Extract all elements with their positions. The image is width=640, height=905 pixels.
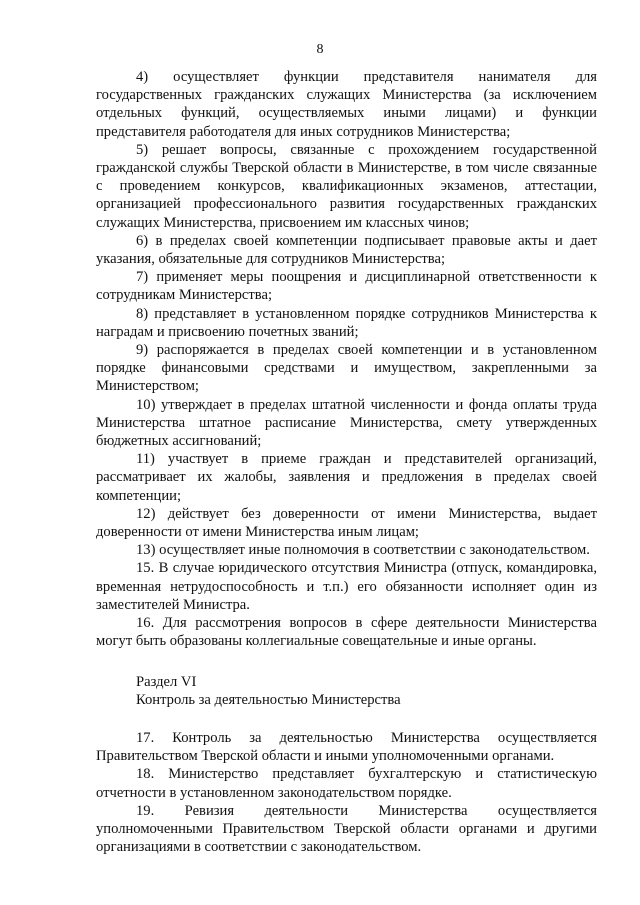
paragraph-item-4: 4) осуществляет функции представителя нанимателя для государственных гражданских служащих Министерства (за исключением отдельных функций, осуществляемых иными лицами) и функции представителя работодателя для иных сотрудников Министерства; — [96, 69, 597, 140]
document-body — [96, 68, 597, 856]
paragraph-18: 18. Министерство представляет бухгалтерскую и статистическую отчетности в установленном законодательством порядке. — [96, 766, 597, 801]
paragraph-item-8: 8) представляет в установленном порядке сотрудников Министерства к наградам и присвоению почетных званий; — [96, 305, 597, 340]
paragraph-16: 16. Для рассмотрения вопросов в сфере деятельности Министерства могут быть образованы коллегиальные совещательные и иные органы. — [96, 615, 597, 650]
paragraph-item-10: 10) утверждает в пределах штатной численности и фонда оплаты труда Министерства штатное расписание Министерства, смету утвержденных бюджетных ассигнований; — [96, 396, 597, 450]
paragraph-17: 17. Контроль за деятельностью Министерства осуществляется Правительством Тверской области и иными уполномоченными органами. — [96, 729, 597, 765]
paragraph-item-7: 7) применяет меры поощрения и дисциплинарной ответственности к сотрудникам Министерства; — [96, 269, 597, 304]
paragraph-item-12: 12) действует без доверенности от имени Министерства, выдает доверенности от имени Министерства иным лицам; — [96, 505, 597, 541]
section-title: Контроль за деятельностью Министерства — [136, 691, 401, 708]
section-number: Раздел VI — [136, 673, 197, 690]
paragraph-15: 15. В случае юридического отсутствия Министра (отпуск, командировка, временная нетрудоспособность и т.п.) его обязанности исполняет один из заместителей Министра. — [96, 560, 597, 613]
paragraph-item-6: 6) в пределах своей компетенции подписывает правовые акты и дает указания, обязательные для сотрудников Министерства; — [96, 232, 597, 268]
paragraph-item-11: 11) участвует в приеме граждан и представителей организаций, рассматривает их жалобы, заявления и предложения в пределах своей компетенции; — [96, 451, 597, 504]
page-number: 8 — [316, 42, 324, 57]
paragraph-item-13: 13) осуществляет иные полномочия в соответствии с законодательством. — [136, 542, 590, 559]
paragraph-19: 19. Ревизия деятельности Министерства осуществляется уполномоченными Правительством Тверской области органами и другими организациями в соответствии с законодательством. — [96, 802, 597, 856]
paragraph-item-5: 5) решает вопросы, связанные с прохождением государственной гражданской службы Тверской области в Министерстве, в том числе связанные с проведением конкурсов, квалификационных экзаменов, аттестации, организацией профессионального развития государственных гражданских служащих Министерства, присвоением им классных чинов; — [96, 141, 597, 231]
paragraph-item-9: 9) распоряжается в пределах своей компетенции и в установленном порядке финансовыми средствами и имуществом, закрепленными за Министерством; — [96, 342, 597, 395]
